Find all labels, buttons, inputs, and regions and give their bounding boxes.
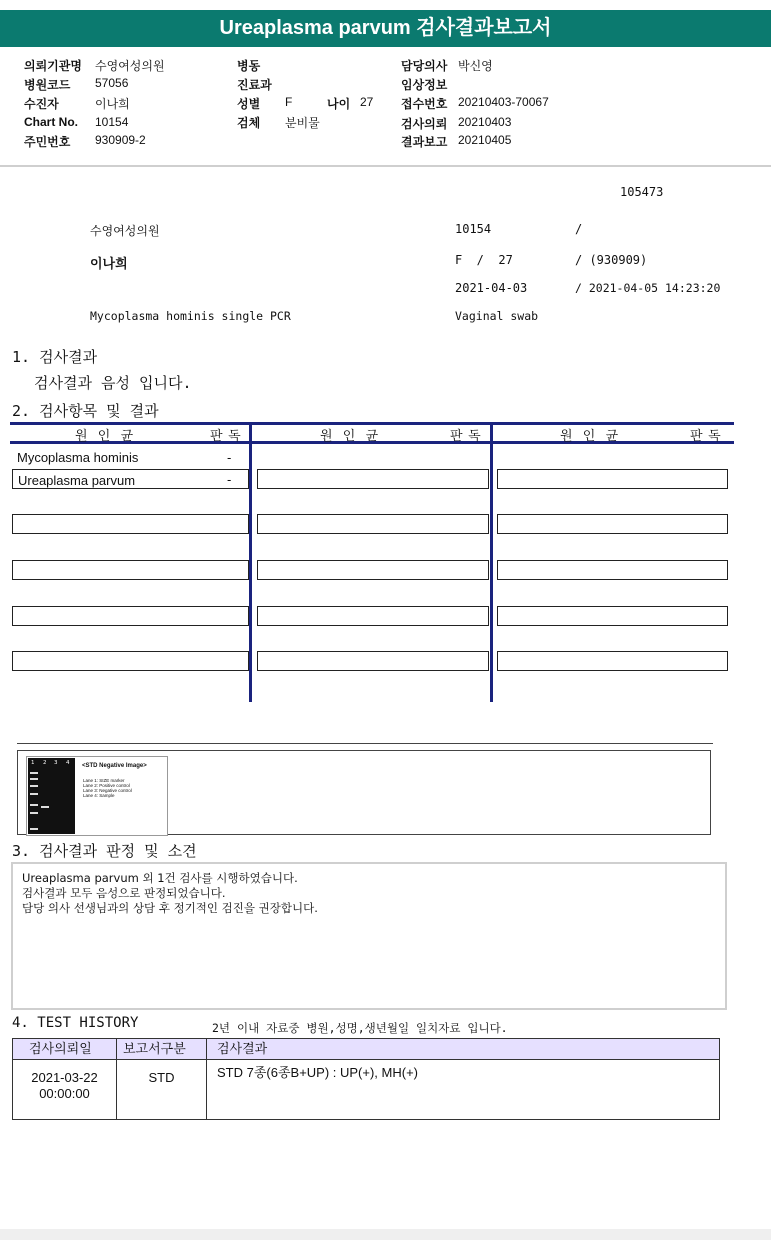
gel-band <box>30 804 38 806</box>
result-cell <box>12 560 249 580</box>
request-date-label: 검사의뢰 <box>401 117 448 131</box>
patient-label: 수진자 <box>24 97 59 111</box>
section1-result-text: 검사결과 음성 입니다. <box>34 374 192 392</box>
gel-image <box>26 756 168 836</box>
report-rrn: / (930909) <box>575 253 648 267</box>
section3-heading: 3. 검사결과 판정 및 소견 <box>12 842 197 860</box>
request-date-value: 20210403 <box>458 115 512 129</box>
opinion-line-2: 검사결과 모두 음성으로 판정되었습니다. <box>22 886 226 900</box>
col-judgement-2: 판 독 <box>450 428 482 443</box>
result-cell <box>12 514 249 534</box>
rrn-label: 주민번호 <box>24 135 71 149</box>
specimen-value: 분비물 <box>285 116 320 130</box>
result-judgement-1: - <box>227 450 232 465</box>
result-cell <box>497 606 728 626</box>
report-patient: 이나희 <box>90 257 128 272</box>
gel-band <box>30 778 38 780</box>
opinion-box <box>11 862 727 1010</box>
ward-label: 병동 <box>237 59 261 73</box>
result-cell <box>497 651 728 671</box>
report-sex-age: F / 27 <box>455 253 513 267</box>
report-date-value: 20210405 <box>458 133 512 147</box>
report-date-label: 결과보고 <box>401 135 448 149</box>
history-cell-date <box>12 1059 117 1120</box>
col-organism-3: 원 인 균 <box>560 428 620 443</box>
col-judgement-1: 판 독 <box>210 428 242 443</box>
result-judgement-2: - <box>227 472 232 487</box>
gel-lane-4-label: 4 <box>66 760 70 766</box>
history-date: 2021-03-22 <box>31 1070 98 1085</box>
hospital-name-label: 의뢰기관명 <box>24 59 82 73</box>
section1-heading: 1. 검사결과 <box>12 348 98 366</box>
clinical-info-label: 임상정보 <box>401 78 448 92</box>
col-organism-1: 원 인 균 <box>75 428 135 443</box>
history-header-date: 검사의뢰일 <box>12 1038 117 1060</box>
gel-band <box>30 828 38 830</box>
doctor-value: 박신영 <box>458 59 493 73</box>
opinion-line-1: Ureaplasma parvum 외 1건 검사를 시행하였습니다. <box>22 871 298 885</box>
page-bottom-bar <box>0 1229 771 1240</box>
gel-band <box>30 772 38 774</box>
gel-band <box>30 793 38 795</box>
history-note: 2년 이내 자료중 병원,성명,생년월일 일치자료 입니다. <box>212 1021 508 1035</box>
header-divider <box>0 165 771 167</box>
gel-band <box>30 812 38 814</box>
gel-legend-3: Lane 3: Negative control <box>83 788 132 793</box>
hospital-code-label: 병원코드 <box>24 78 71 92</box>
report-received: 2021-04-03 <box>455 281 528 295</box>
department-label: 진료과 <box>237 78 272 92</box>
result-cell <box>12 606 249 626</box>
report-chart: 10154 <box>455 222 492 236</box>
history-header-result: 검사결과 <box>206 1038 720 1060</box>
patient-value: 이나희 <box>95 97 130 111</box>
report-reported: / 2021-04-05 14:23:20 <box>575 281 721 295</box>
rrn-value: 930909-2 <box>95 133 146 147</box>
gel-lane-1-label: 1 <box>31 760 35 766</box>
chart-no-label: Chart No. <box>24 115 78 129</box>
specimen-label: 검체 <box>237 116 261 130</box>
chart-no-value: 10154 <box>95 115 129 129</box>
history-result: STD 7종(6종B+UP) : UP(+), MH(+) <box>217 1065 419 1080</box>
doctor-label: 담당의사 <box>401 59 448 73</box>
result-cell <box>257 651 489 671</box>
gel-band <box>41 806 49 808</box>
gel-lane-3-label: 3 <box>54 760 58 766</box>
opinion-line-3: 담당 의사 선생님과의 상담 후 정기적인 검진을 권장합니다. <box>22 901 318 915</box>
history-cell-result <box>206 1059 720 1120</box>
gel-title: <STD Negative Image> <box>82 763 147 769</box>
report-test-name: Mycoplasma hominis single PCR <box>90 309 291 323</box>
report-title: Ureaplasma parvum 검사결과보고서 <box>0 10 771 47</box>
report-hospital: 수영여성의원 <box>90 224 160 238</box>
hospital-name-value: 수영여성의원 <box>95 59 165 73</box>
result-cell <box>12 651 249 671</box>
history-header-type: 보고서구분 <box>116 1038 207 1060</box>
history-time: 00:00:00 <box>39 1086 90 1101</box>
age-value: 27 <box>360 95 374 109</box>
gel-legend-4: Lane 4: Sample <box>83 793 115 798</box>
history-cell-type <box>116 1059 207 1120</box>
result-cell <box>257 469 489 489</box>
sex-value: F <box>285 95 293 109</box>
history-type: STD <box>148 1070 175 1085</box>
section2-heading: 2. 검사항목 및 결과 <box>12 402 159 420</box>
result-cell <box>497 469 728 489</box>
age-label: 나이 <box>327 97 351 111</box>
gel-image-box <box>17 750 711 835</box>
section4-heading: 4. TEST HISTORY <box>12 1015 139 1031</box>
report-slash: / <box>575 222 583 236</box>
report-number: 105473 <box>620 185 664 199</box>
result-organism-2: Ureaplasma parvum <box>18 473 136 488</box>
gel-top-rule <box>17 743 713 744</box>
gel-lane-2-label: 2 <box>43 760 47 766</box>
gel-legend-1: Lane 1: SIZE marker <box>83 778 125 783</box>
gel-legend-2: Lane 2: Positive control <box>83 783 130 788</box>
result-cell <box>497 560 728 580</box>
result-cell <box>257 514 489 534</box>
result-organism-1: Mycoplasma hominis <box>17 450 139 465</box>
receipt-no-label: 접수번호 <box>401 97 448 111</box>
table-divider-2 <box>490 422 493 702</box>
result-cell <box>497 514 728 534</box>
receipt-no-value: 20210403-70067 <box>458 95 549 109</box>
report-specimen: Vaginal swab <box>455 309 539 323</box>
result-cell <box>257 606 489 626</box>
col-judgement-3: 판 독 <box>690 428 722 443</box>
result-cell <box>257 560 489 580</box>
sex-label: 성별 <box>237 97 261 111</box>
table-divider-1 <box>249 422 252 702</box>
gel-band <box>30 785 38 787</box>
gel-photo <box>28 758 75 834</box>
hospital-code-value: 57056 <box>95 76 129 90</box>
col-organism-2: 원 인 균 <box>320 428 380 443</box>
